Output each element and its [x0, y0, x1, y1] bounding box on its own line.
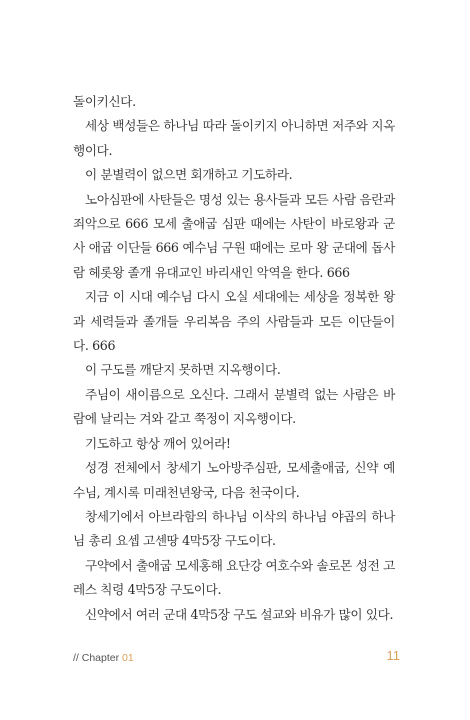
- paragraph: 이 구도를 깨닫지 못하면 지옥행이다.: [85, 362, 281, 378]
- paragraph: 세상 백성들은 하나님 따라 돌이키지 아니하면 저주와 지옥행이다.: [73, 118, 395, 158]
- paragraph: 창세기에서 아브라함의 하나님 이삭의 하나님 야곱의 하나님 총리 요셉 고센땅 4막5장 구도이다.: [73, 508, 395, 549]
- paragraph: 돌이키신다.: [73, 94, 136, 109]
- chapter-number: 01: [122, 652, 134, 664]
- chapter-label: [73, 652, 134, 664]
- paragraph: 주님이 새이름으로 오신다. 그래서 분별력 없는 사람은 바람에 날리는 겨와 같고 쭉정이 지옥행이다.: [73, 386, 395, 427]
- paragraph: 구약에서 출애굽 모세홍해 요단강 여호수와 솔로몬 성전 고레스 칙령 4막5장 구도이다.: [73, 557, 395, 598]
- paragraph: 성경 전체에서 창세기 노아방주심판, 모세출애굽, 신약 예수님, 계시록 미래천년왕국, 다음 천국이다.: [73, 460, 395, 500]
- paragraph: 기도하고 항상 깨어 있어라!: [85, 435, 231, 451]
- body-text: [73, 90, 395, 627]
- page-number: 11: [386, 648, 400, 663]
- paragraph: 지금 이 시대 예수님 다시 오실 세대에는 세상을 정복한 왕과 세력들과 졸개들 우리복음 주의 사람들과 모든 이단들이다. 666: [73, 289, 395, 354]
- paragraph: 노아심판에 사탄들은 명성 있는 용사들과 모든 사람 음란과 죄악으로 666 모세 출애굽 심판 때에는 사탄이 바로왕과 군사 애굽 이단들 666 예수님 구원 때에는 로마 왕 군대에 돕사람 헤롯왕 졸개 유대교인 바리새인 악역을 한다. 666: [73, 191, 395, 280]
- paragraph: 신약에서 여러 군대 4막5장 구도 설교와 비유가 많이 있다.: [85, 606, 394, 622]
- chapter-prefix: // Chapter: [73, 652, 123, 664]
- paragraph: 이 분별력이 없으면 회개하고 기도하라.: [85, 167, 293, 183]
